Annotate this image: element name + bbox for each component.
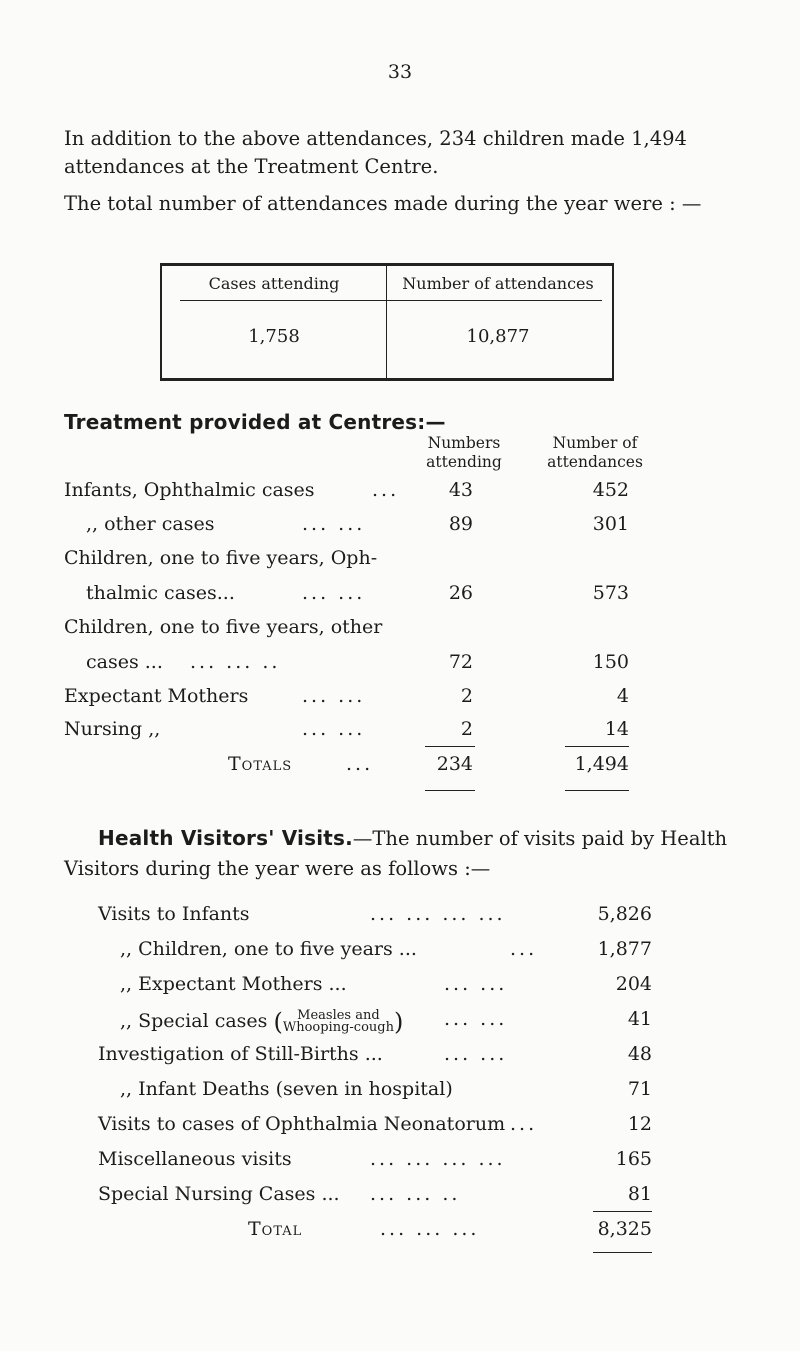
col-header-number-of: Number of xyxy=(552,434,638,452)
leader-dots: ... ... .. xyxy=(370,1183,461,1205)
leader-dots: ... ... xyxy=(302,582,366,604)
visits-intro-line1 xyxy=(98,826,727,850)
col-header-attendances: attendances xyxy=(547,453,643,471)
treatment-totals-label: Totals xyxy=(228,753,293,775)
col-header-numbers-attending xyxy=(404,434,524,472)
total-rule xyxy=(565,790,629,791)
header-number-of-attendances: Number of attendances xyxy=(402,274,594,293)
visits-intro-line2: Visitors during the year were as follows :— xyxy=(64,857,491,880)
brace-bottom-text: Whooping-cough xyxy=(282,1020,394,1035)
treatment-row-attendances: 4 xyxy=(616,685,629,707)
visits-row-label: Miscellaneous visits xyxy=(98,1148,292,1170)
visits-intro-rest: —The number of visits paid by Health xyxy=(352,827,728,850)
value-number-of-attendances: 10,877 xyxy=(466,326,530,347)
treatment-row-attendances: 301 xyxy=(592,513,629,535)
leader-dots: ... ... ... xyxy=(380,1218,480,1240)
visits-total-value: 8,325 xyxy=(597,1218,652,1240)
visits-row-value: 1,877 xyxy=(597,938,652,960)
leader-dots: ... ... xyxy=(302,685,366,707)
sum-rule xyxy=(593,1211,652,1212)
col-header-numbers: Numbers xyxy=(427,434,501,452)
treatment-row-label: cases ... xyxy=(86,651,163,673)
visits-row-label: ,, Infant Deaths (seven in hospital) xyxy=(120,1078,453,1100)
leader-dots: ... xyxy=(346,753,374,775)
leader-dots: ... ... ... ... xyxy=(370,903,506,925)
treatment-row-attending: 2 xyxy=(460,718,473,740)
treatment-row-label: ,, other cases xyxy=(86,513,215,535)
visits-row-label: Investigation of Still-Births ... xyxy=(98,1043,383,1065)
treatment-row-attendances: 452 xyxy=(592,479,629,501)
visits-row-value: 41 xyxy=(627,1008,652,1030)
visits-row-label: Special Nursing Cases ... xyxy=(98,1183,340,1205)
visits-row-value: 81 xyxy=(627,1183,652,1205)
leader-dots: ... ... xyxy=(444,973,508,995)
treatment-row-attendances: 14 xyxy=(604,718,629,740)
brace-top-text: Measles and xyxy=(297,1008,380,1023)
total-attendances-sentence: The total number of attendances made during the year were : — xyxy=(64,192,702,215)
brace-content xyxy=(283,1010,394,1034)
leader-dots: ... ... xyxy=(302,718,366,740)
treatment-row-attending: 2 xyxy=(460,685,473,707)
visits-row-label: ,, Expectant Mothers ... xyxy=(120,973,347,995)
treatment-heading: Treatment provided at Centres:— xyxy=(64,410,446,434)
visits-row-value: 71 xyxy=(627,1078,652,1100)
intro-paragraph: In addition to the above attendances, 234 children made 1,494 attendances at the Treatment Centre. xyxy=(64,127,687,178)
visits-heading: Health Visitors' Visits. xyxy=(98,826,353,850)
leader-dots: ... xyxy=(372,479,400,501)
leader-dots: ... ... ... ... xyxy=(370,1148,506,1170)
col-header-number-of-attendances xyxy=(530,434,660,472)
leader-dots: ... ... .. xyxy=(190,651,281,673)
page-number: 33 xyxy=(387,61,413,83)
sum-rule xyxy=(425,746,475,747)
treatment-row-attendances: 150 xyxy=(592,651,629,673)
visits-row-label: Visits to Infants xyxy=(98,903,250,925)
brace-open: ( xyxy=(273,1008,283,1036)
visits-row-label: ,, Special cases xyxy=(120,1010,268,1032)
treatment-row-label-line1: Children, one to five years, Oph- xyxy=(64,547,378,569)
summary-table xyxy=(160,263,614,381)
total-rule xyxy=(593,1252,652,1253)
treatment-row-label: Expectant Mothers xyxy=(64,685,249,707)
leader-dots: ... xyxy=(510,1113,538,1135)
treatment-row-label: thalmic cases... xyxy=(86,582,235,604)
treatment-row-attending: 72 xyxy=(448,651,473,673)
leader-dots: ... xyxy=(510,938,538,960)
col-header-attending: attending xyxy=(426,453,502,471)
visits-row-value: 204 xyxy=(615,973,652,995)
leader-dots: ... ... xyxy=(444,1008,508,1030)
visits-row-value: 12 xyxy=(627,1113,652,1135)
sum-rule xyxy=(565,746,629,747)
visits-row-value: 165 xyxy=(615,1148,652,1170)
value-cases-attending: 1,758 xyxy=(248,326,300,347)
treatment-row-attending: 43 xyxy=(448,479,473,501)
treatment-row-label: Infants, Ophthalmic cases xyxy=(64,479,315,501)
treatment-totals-attendances: 1,494 xyxy=(574,753,629,775)
treatment-totals-attending: 234 xyxy=(436,753,473,775)
total-rule xyxy=(425,790,475,791)
table-divider-horizontal xyxy=(180,300,602,301)
visits-row-value: 48 xyxy=(627,1043,652,1065)
treatment-row-label: Nursing ,, xyxy=(64,718,161,740)
visits-total-label: Total xyxy=(248,1218,303,1240)
treatment-row-attendances: 573 xyxy=(592,582,629,604)
treatment-row-attending: 26 xyxy=(448,582,473,604)
treatment-row-label-line1: Children, one to five years, other xyxy=(64,616,383,638)
leader-dots: ... ... xyxy=(444,1043,508,1065)
visits-row-label: ,, Children, one to five years ... xyxy=(120,938,417,960)
visits-row-special-cases xyxy=(120,1008,403,1036)
visits-row-value: 5,826 xyxy=(597,903,652,925)
visits-row-label: Visits to cases of Ophthalmia Neonatorum xyxy=(98,1113,506,1135)
treatment-row-attending: 89 xyxy=(448,513,473,535)
header-cases-attending: Cases attending xyxy=(208,274,340,293)
brace-close: ) xyxy=(393,1008,404,1036)
leader-dots: ... ... xyxy=(302,513,366,535)
